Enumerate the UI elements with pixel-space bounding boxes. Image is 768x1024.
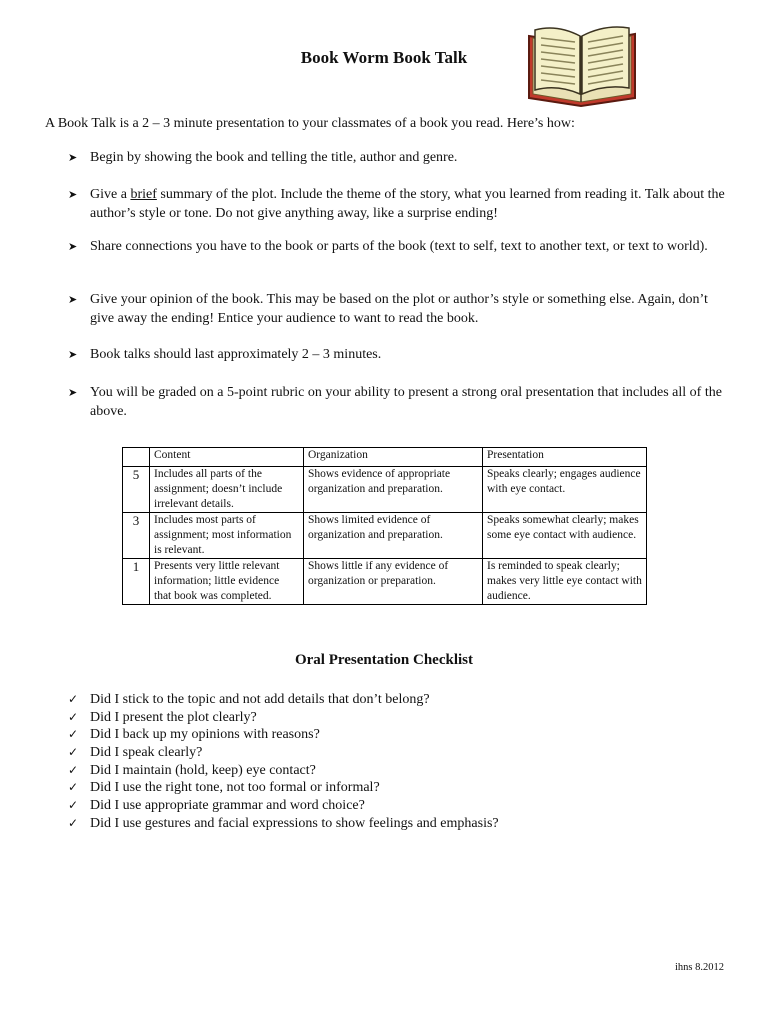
table-cell: Speaks somewhat clearly; makes some eye contact with audience. xyxy=(483,513,647,559)
table-row xyxy=(123,559,647,605)
table-cell: Shows limited evidence of organization and preparation. xyxy=(304,513,483,559)
checkmark-icon: ✓ xyxy=(68,727,79,742)
arrow-bullet-icon: ➤ xyxy=(68,294,78,306)
checklist-item: ✓ Did I maintain (hold, keep) eye contact? xyxy=(68,762,316,778)
checklist-item: ✓ Did I back up my opinions with reasons? xyxy=(68,727,320,743)
arrow-bullet-icon: ➤ xyxy=(68,349,78,361)
checkmark-icon: ✓ xyxy=(68,798,79,813)
checkmark-icon: ✓ xyxy=(68,815,79,830)
checklist-item: ✓ Did I speak clearly? xyxy=(68,745,203,761)
list-item: ➤ Give a brief summary of the plot. Include the theme of the story, what you learned from reading it. Talk about the author’s style or tone. Do not give anything away, like a surprise ending! xyxy=(68,187,725,221)
table-header-cell: Organization xyxy=(304,448,483,467)
checklist-title: Oral Presentation Checklist xyxy=(294,652,474,668)
checklist-item: ✓ Did I use the right tone, not too formal or informal? xyxy=(68,780,380,796)
table-cell: Presents very little relevant information; little evidence that book was completed. xyxy=(150,559,304,605)
instructions-list xyxy=(68,149,728,421)
checkmark-icon: ✓ xyxy=(68,692,79,706)
underlined-word: brief xyxy=(130,187,157,202)
table-cell: Includes all parts of the assignment; doesn’t include irrelevant details. xyxy=(150,467,304,513)
arrow-bullet-icon: ➤ xyxy=(68,241,78,253)
checkmark-icon: ✓ xyxy=(68,762,79,777)
table-cell: Shows little if any evidence of organization or preparation. xyxy=(304,559,483,605)
table-cell: Includes most parts of assignment; most information is relevant. xyxy=(150,513,304,559)
open-book-icon xyxy=(523,22,641,108)
table-row xyxy=(123,467,647,513)
page-title: Book Worm Book Talk xyxy=(300,48,468,67)
checklist xyxy=(68,691,499,833)
table-cell: Is reminded to speak clearly; makes very little eye contact with audience. xyxy=(483,559,647,605)
table-header-cell xyxy=(123,448,150,467)
checkmark-icon: ✓ xyxy=(68,709,79,724)
score-cell: 3 xyxy=(123,513,150,559)
arrow-bullet-icon: ➤ xyxy=(68,152,78,164)
list-item: ➤ Begin by showing the book and telling the title, author and genre. xyxy=(68,149,728,186)
table-header-cell: Content xyxy=(150,448,304,467)
table-cell: Shows evidence of appropriate organization and preparation. xyxy=(304,467,483,513)
table-cell: Speaks clearly; engages audience with eye contact. xyxy=(483,467,647,513)
checklist-item: ✓ Did I stick to the topic and not add details that don’t belong? xyxy=(68,692,430,707)
arrow-bullet-icon: ➤ xyxy=(68,387,78,399)
table-row xyxy=(123,513,647,559)
list-item: ➤ You will be graded on a 5-point rubric on your ability to present a strong oral presentation that includes all of the above. xyxy=(68,385,722,419)
checkmark-icon: ✓ xyxy=(68,745,79,760)
checklist-item: ✓ Did I present the plot clearly? xyxy=(68,709,257,725)
checklist-item: ✓ Did I use gestures and facial expressions to show feelings and emphasis? xyxy=(68,815,499,831)
intro-text: A Book Talk is a 2 – 3 minute presentation to your classmates of a book you read. Here’s how: xyxy=(45,116,575,131)
list-item: ➤ Book talks should last approximately 2 – 3 minutes. xyxy=(68,346,728,384)
arrow-bullet-icon: ➤ xyxy=(68,189,78,201)
table-header-row xyxy=(123,448,647,467)
footer-note: ihns 8.2012 xyxy=(674,962,724,973)
list-item: ➤ Share connections you have to the book or parts of the book (text to self, text to another text, or text to world). xyxy=(68,238,728,291)
list-item: ➤ Give your opinion of the book. This may be based on the plot or author’s style or something else. Again, don’t give away the ending! Entice your audience to want to read the book. xyxy=(68,292,708,326)
table-header-cell: Presentation xyxy=(483,448,647,467)
score-cell: 1 xyxy=(123,559,150,605)
checklist-item: ✓ Did I use appropriate grammar and word choice? xyxy=(68,798,365,814)
rubric-table xyxy=(122,447,647,605)
score-cell: 5 xyxy=(123,467,150,513)
checkmark-icon: ✓ xyxy=(68,780,79,795)
